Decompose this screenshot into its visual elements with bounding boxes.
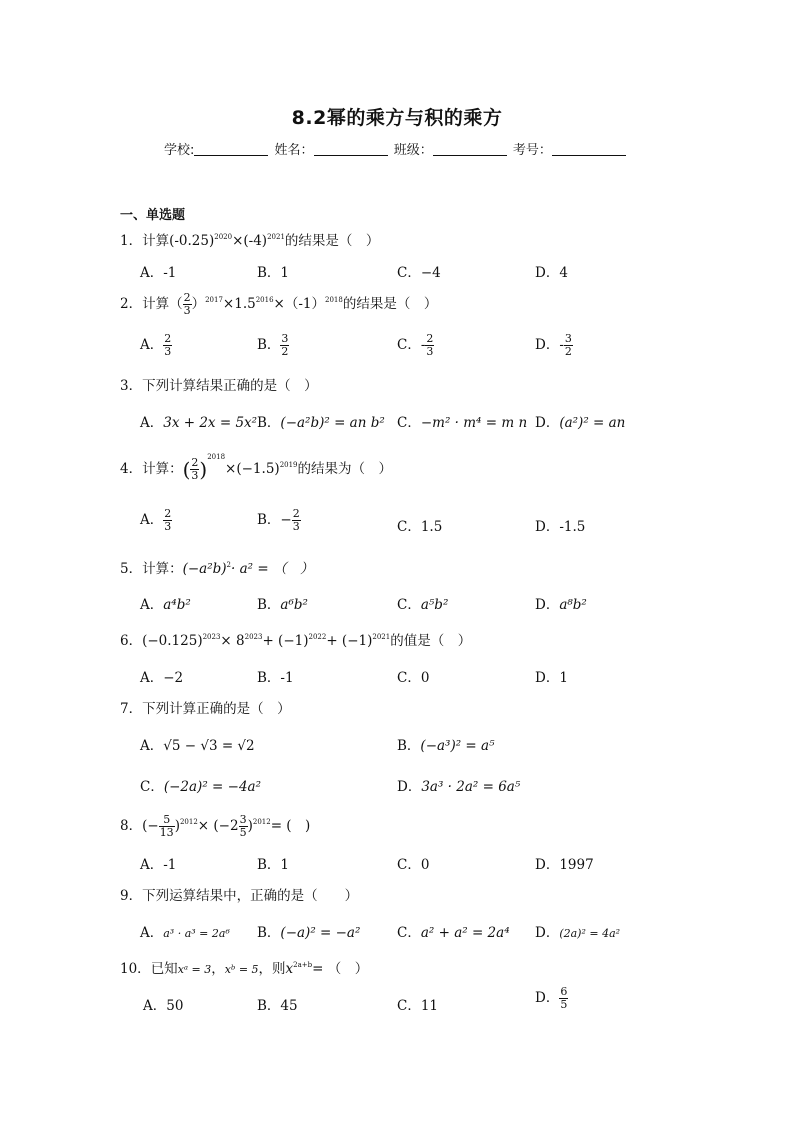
math-expr: √5 − √3 = √2 [163,738,255,754]
question-3 [120,374,318,394]
option-label: B． [257,337,281,353]
question-text: 计算 [142,233,170,249]
number-blank[interactable] [552,142,626,156]
math-expr: = ( ) [270,818,311,834]
exponent: 2018 [325,296,343,304]
q2-option-c[interactable] [397,333,434,358]
option-label: D． [535,415,560,431]
q1-option-c[interactable]: C．−4 [397,265,441,281]
math-op: × [232,233,244,249]
option-label: B． [257,925,281,941]
q5-option-c[interactable] [397,593,448,613]
section-heading: 一、单选题 [120,208,186,223]
question-text: 计算（ [142,296,183,312]
question-5 [120,557,313,577]
question-text: 计算： [142,561,183,577]
q2-option-b[interactable] [257,333,289,358]
question-number: 6． [120,633,143,649]
question-text: 的结果为（ ） [297,461,393,477]
fraction [280,333,289,358]
math-expr: 3x + 2x = 5x² [163,415,258,431]
fraction [163,508,172,533]
math-expr: x [285,961,294,977]
q5-option-d[interactable] [535,593,587,613]
numerator: 2 [183,291,191,304]
numerator: 3 [564,332,572,345]
numerator: 2 [426,332,434,345]
fraction [292,508,301,533]
q1-option-a[interactable]: A．-1 [140,265,177,281]
numerator: 6 [560,985,568,998]
option-label: C． [140,779,164,795]
q6-option-d[interactable]: D．1 [535,670,568,686]
question-4 [120,453,393,482]
option-label: B． [257,597,281,613]
math-expr: a⁴b² [163,597,191,613]
student-info-line [164,139,628,158]
question-text: 的值是（ ） [390,633,472,649]
page-title: 8.2幂的乘方与积的乘方 [291,107,503,129]
option-label: B． [397,738,421,754]
math-expr: xᵃ = 3 [177,963,212,976]
math-expr: × (−2 [197,818,239,834]
exponent: 2a+b [293,961,313,969]
q8-option-c[interactable]: C．0 [397,857,430,873]
math-expr: ×(−1.5) [225,461,280,477]
option-label: A． [140,337,164,353]
q6-option-a[interactable]: A．−2 [140,670,184,686]
math-expr: (− [142,818,159,834]
exponent: 2021 [372,633,391,641]
denominator: 2 [564,345,572,358]
question-7 [120,697,291,717]
numerator: 2 [164,332,172,345]
question-10 [120,957,368,977]
denominator: 3 [164,345,172,358]
question-number: 9． [120,888,143,904]
option-label: D． [535,990,560,1006]
q3-option-d[interactable] [535,411,625,431]
q10-option-a[interactable]: A．50 [143,998,184,1014]
math-expr: (−a²b)² = an b² [280,415,385,431]
math-expr: (−0.125) [142,633,203,649]
q3-option-a[interactable] [140,411,257,431]
numerator: 2 [191,456,199,469]
numerator: 2 [164,507,172,520]
math-expr: ) [174,818,180,834]
math-expr: (-4) [243,233,268,249]
q9-option-a[interactable] [140,921,230,941]
exponent: 2017 [205,296,223,304]
math-expr: a⁸b² [559,597,587,613]
q4-option-c[interactable]: C．1.5 [397,519,443,535]
exponent: 2016 [255,296,274,304]
question-8 [120,814,310,839]
math-expr: a⁵b² [420,597,449,613]
question-2 [120,292,437,317]
option-label: A． [140,925,164,941]
option-label: B．− [257,512,292,528]
math-expr: a³ · a³ = 2a⁶ [163,927,230,940]
option-label: C． [397,415,421,431]
math-expr: ×1.5 [222,296,256,312]
q8-option-d[interactable]: D．1997 [535,857,594,873]
math-expr: (2a)² = 4a² [559,927,621,940]
number-label: 考号： [512,143,552,158]
exponent: 2012 [252,818,271,826]
option-label: D． [397,779,422,795]
option-label: A． [140,597,164,613]
denominator: 3 [191,469,199,482]
q8-option-a[interactable]: A．-1 [140,857,177,873]
question-number: 8． [120,818,143,834]
exponent: 2023 [244,633,263,641]
exponent: 2018 [207,453,226,461]
exponent: 2 [226,561,232,569]
fraction [239,814,248,839]
q3-option-b[interactable] [257,411,385,431]
math-expr: (−a)² = −a² [280,925,361,941]
question-number: 3． [120,378,143,394]
left-paren: ( [182,457,191,482]
math-expr: ×（-1） [273,296,325,312]
question-text: 下列运算结果中，正确的是（ ） [142,888,359,904]
question-number: 5． [120,561,143,577]
numerator: 3 [239,813,247,826]
fraction [564,333,573,358]
fraction [183,292,192,317]
math-expr: (−2a)² = −4a² [163,779,261,795]
school-label: 学校: [164,143,195,158]
q9-option-b[interactable] [257,921,360,941]
math-expr: (−a²b) [182,561,227,577]
math-expr: (a²)² = an [559,415,626,431]
option-label: C． [397,597,421,613]
math-expr: + (−1) [326,633,373,649]
right-paren: ) [199,457,208,482]
fraction [559,986,568,1011]
q8-option-b[interactable]: B．1 [257,857,290,873]
q10-option-d[interactable] [535,986,568,1011]
denominator: 3 [164,520,172,533]
name-label: 姓名： [274,143,314,158]
question-text: 计算： [142,461,183,477]
class-blank[interactable] [433,142,507,156]
question-text: 已知 [150,961,178,977]
numerator: 5 [159,814,175,827]
math-expr: + (−1) [262,633,309,649]
exponent: 2019 [279,461,298,469]
name-blank[interactable] [314,142,388,156]
q3-option-c[interactable] [397,411,527,431]
q4-option-b[interactable] [257,508,301,533]
question-text: ） [191,296,206,312]
question-text: 的结果是（ ） [284,233,380,249]
question-number: 4． [120,461,143,477]
fraction [163,333,172,358]
option-label: A． [140,738,164,754]
q7-option-d[interactable] [397,775,520,795]
q10-option-c[interactable]: C．11 [397,998,439,1014]
numerator: 2 [292,507,300,520]
q5-option-a[interactable] [140,593,191,613]
question-text: 下列计算结果正确的是（ ） [142,378,318,394]
question-number: 2． [120,296,143,312]
fraction [425,333,434,358]
math-expr: a² + a² = 2a⁴ [420,925,510,941]
question-text: ， [211,961,225,977]
q6-option-c[interactable]: C．0 [397,670,430,686]
question-number: 7． [120,701,143,717]
q9-option-c[interactable] [397,921,510,941]
math-expr: (-0.25) [169,233,215,249]
question-number: 1． [120,233,143,249]
denominator: 5 [560,998,568,1011]
math-expr: −m² · m⁴ = m n [420,415,528,431]
math-expr: × 8 [220,633,245,649]
math-expr: xᵇ = 5 [224,963,259,976]
question-9 [120,884,358,904]
question-6 [120,629,471,649]
math-expr: ) [247,818,253,834]
option-label: D．- [535,337,564,353]
q2-option-d[interactable] [535,333,573,358]
q5-option-b[interactable] [257,593,308,613]
question-text: 下列计算正确的是（ ） [142,701,291,717]
q7-option-b[interactable] [397,734,495,754]
option-label: D． [535,925,560,941]
option-label: A． [140,415,164,431]
math-expr: 3a³ · 2a² = 6a⁵ [421,779,521,795]
option-label: B． [257,415,281,431]
q2-option-a[interactable] [140,333,172,358]
q10-option-b[interactable]: B．45 [257,998,298,1014]
q1-option-d[interactable]: D．4 [535,265,568,281]
denominator: 5 [239,826,247,839]
question-1 [120,229,379,249]
exponent: 2012 [179,818,198,826]
exponent: 2020 [214,233,233,241]
q4-option-d[interactable]: D．-1.5 [535,519,586,535]
question-text: ，则 [258,961,286,977]
question-text: 的结果是（ ） [342,296,438,312]
denominator: 13 [159,826,174,839]
question-text: = （ ） [312,961,369,977]
numerator: 3 [281,332,289,345]
option-label: C． [397,925,421,941]
denominator: 3 [292,520,300,533]
option-label: A． [140,512,164,528]
exponent: 2023 [202,633,221,641]
q1-option-b[interactable]: B．1 [257,265,290,281]
q7-option-a[interactable] [140,734,255,754]
math-expr: (−a³)² = a⁵ [420,738,495,754]
q6-option-b[interactable]: B．-1 [257,670,294,686]
q4-option-a[interactable] [140,508,172,533]
fraction [159,814,175,839]
denominator: 3 [426,345,434,358]
exponent: 2021 [267,233,285,241]
class-label: 班级： [393,143,433,158]
exponent: 2022 [308,633,327,641]
option-label: D． [535,597,560,613]
q9-option-d[interactable] [535,921,620,941]
q7-option-c[interactable] [140,775,261,795]
question-number: 10． [120,961,151,977]
denominator: 3 [183,304,191,317]
school-blank[interactable] [194,142,268,156]
denominator: 2 [281,345,289,358]
math-expr: a⁶b² [280,597,308,613]
option-label: C．- [397,337,426,353]
math-expr: · a² = （ ） [231,561,314,577]
